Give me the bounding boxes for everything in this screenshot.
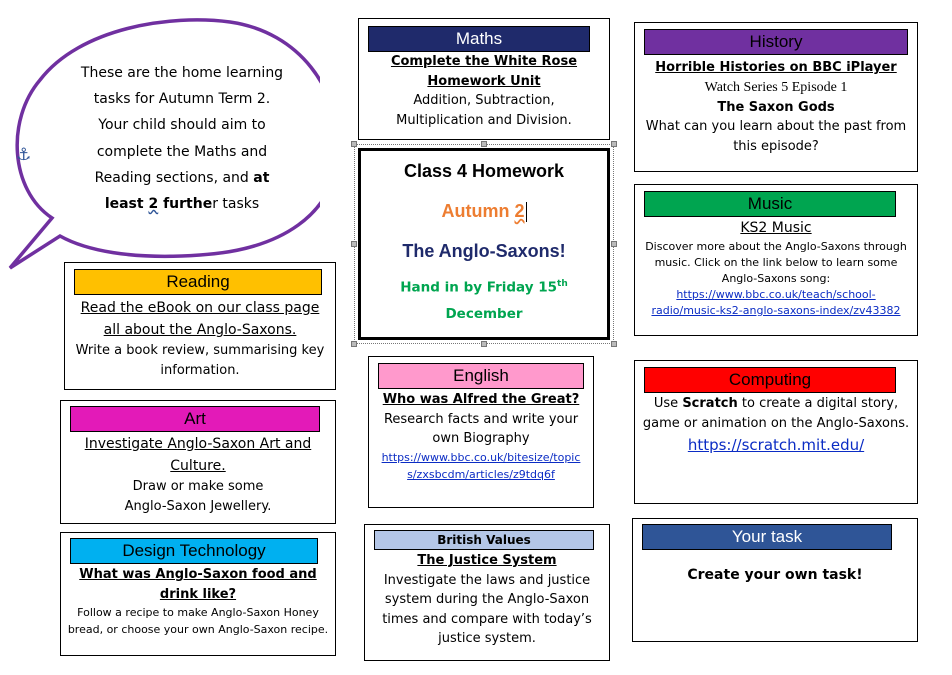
term-label <box>361 201 607 222</box>
british-values-header: British Values <box>374 530 594 550</box>
art-text: Draw or make some <box>132 479 264 494</box>
history-body <box>635 58 917 157</box>
resize-handle[interactable] <box>611 241 617 247</box>
your-task-header: Your task <box>642 524 892 550</box>
music-card <box>634 184 918 336</box>
resize-handle[interactable] <box>611 141 617 147</box>
english-link[interactable]: s/zxsbcdm/articles/z9tdq6f <box>407 467 555 481</box>
art-body <box>61 433 335 516</box>
resize-handle[interactable] <box>351 341 357 347</box>
bubble-line: Your child should aim to <box>98 117 266 134</box>
resize-handle[interactable] <box>481 141 487 147</box>
topic-title: The Anglo-Saxons! <box>402 241 566 261</box>
art-header: Art <box>70 406 320 432</box>
bubble-emphasis: furthe <box>158 196 213 213</box>
resize-handle[interactable] <box>611 341 617 347</box>
deadline <box>361 271 607 327</box>
dt-text: bread, or choose your own Anglo-Saxon recipe. <box>67 623 329 636</box>
maths-header: Maths <box>368 26 590 52</box>
reading-task-line: all about the Anglo-Saxons. <box>103 322 297 338</box>
bubble-emphasis: least <box>104 196 149 213</box>
bubble-text-part: r tasks <box>212 196 260 213</box>
english-task-line: Who was Alfred the Great? <box>382 392 580 407</box>
dt-body <box>61 565 335 638</box>
history-text: What can you learn about the past from <box>645 119 907 135</box>
computing-text-part: Use <box>653 396 683 411</box>
deadline-line <box>361 271 607 301</box>
english-text: own Biography <box>432 431 530 446</box>
computing-body <box>635 394 917 457</box>
reading-header: Reading <box>74 269 322 295</box>
maths-text: Multiplication and Division. <box>396 112 572 128</box>
reading-card <box>64 262 336 390</box>
your-task-card <box>632 518 918 642</box>
title-card[interactable] <box>358 148 610 340</box>
reading-task-line: Read the eBook on our class page <box>80 300 320 316</box>
english-text: Research facts and write your <box>383 411 579 427</box>
british-values-text: Investigate the laws and justice <box>383 572 591 588</box>
page-title: Class 4 Homework <box>403 161 565 181</box>
computing-header: Computing <box>644 367 896 393</box>
deadline-text: Hand in by Friday 15 <box>400 279 558 296</box>
reading-text: Write a book review, summarising key <box>75 343 325 358</box>
english-card <box>368 356 594 508</box>
music-link[interactable]: radio/music-ks2-anglo-saxons-index/zv43382 <box>651 303 901 317</box>
music-header: Music <box>644 191 896 217</box>
dt-card <box>60 532 336 656</box>
bubble-line: These are the home learning <box>80 65 284 81</box>
british-values-subtitle: The Justice System <box>417 553 557 568</box>
art-task-line: Culture. <box>170 458 226 474</box>
computing-text-part: to create a digital story, <box>737 396 899 411</box>
history-text: Watch Series 5 Episode 1 <box>704 79 848 95</box>
history-text: this episode? <box>733 139 819 155</box>
british-values-body <box>365 551 609 649</box>
computing-emphasis: Scratch <box>682 396 738 411</box>
bubble-emphasis: at <box>253 169 270 186</box>
music-text: music. Click on the link below to learn some <box>654 255 898 269</box>
resize-handle[interactable] <box>481 341 487 347</box>
english-header: English <box>378 363 584 389</box>
reading-text: information. <box>160 362 240 378</box>
dt-header: Design Technology <box>70 538 318 564</box>
reading-body <box>65 297 335 380</box>
scratch-link[interactable]: https://scratch.mit.edu/ <box>687 436 865 454</box>
computing-card <box>634 360 918 504</box>
history-task-line: Horrible Histories on BBC iPlayer <box>655 60 897 75</box>
art-task-line: Investigate Anglo-Saxon Art and <box>84 436 312 452</box>
music-link[interactable]: https://www.bbc.co.uk/teach/school- <box>676 287 876 301</box>
deadline-sup: th <box>557 279 568 289</box>
maths-text: Addition, Subtraction, <box>413 93 555 108</box>
text-cursor <box>526 202 527 222</box>
british-values-card <box>364 524 610 661</box>
deadline-line: December <box>445 305 523 322</box>
music-text: Anglo-Saxons song: <box>721 271 831 285</box>
computing-text: game or animation on the Anglo-Saxons. <box>642 415 910 431</box>
english-body <box>369 390 593 483</box>
resize-handle[interactable] <box>351 141 357 147</box>
bubble-line <box>52 165 312 191</box>
bubble-text <box>52 60 312 217</box>
british-values-text: system during the Anglo-Saxon <box>384 592 590 607</box>
art-card <box>60 400 336 524</box>
british-values-text: justice system. <box>438 631 536 646</box>
history-text: The Saxon Gods <box>717 99 835 115</box>
computing-text <box>635 394 917 414</box>
bubble-line <box>52 191 312 217</box>
history-header: History <box>644 29 908 55</box>
art-text: Anglo-Saxon Jewellery. <box>124 498 272 514</box>
bubble-emphasis: 2 <box>148 196 159 213</box>
anchor-icon: ⚓ <box>16 145 32 165</box>
british-values-text: times and compare with today’s <box>382 611 592 627</box>
english-link[interactable]: https://www.bbc.co.uk/bitesize/topic <box>381 450 581 464</box>
bubble-text-part: Reading sections, and <box>94 169 254 186</box>
music-subtitle: KS2 Music <box>740 220 812 236</box>
dt-task-line: What was Anglo-Saxon food and <box>79 567 317 582</box>
term-text: Autumn <box>441 201 515 221</box>
maths-body <box>359 52 609 130</box>
history-card <box>634 22 918 172</box>
bubble-line: complete the Maths and <box>96 143 268 160</box>
maths-task-line: Homework Unit <box>427 73 541 89</box>
music-text: Discover more about the Anglo-Saxons through <box>645 239 907 253</box>
term-number: 2 <box>514 201 525 221</box>
resize-handle[interactable] <box>351 241 357 247</box>
your-task-text: Create your own task! <box>687 567 863 583</box>
dt-text: Follow a recipe to make Anglo-Saxon Honey <box>77 606 319 619</box>
maths-task-line: Complete the White Rose <box>390 54 578 69</box>
music-body <box>635 219 917 319</box>
bubble-line: tasks for Autumn Term 2. <box>93 91 271 108</box>
maths-card <box>358 18 610 140</box>
dt-task-line: drink like? <box>159 586 237 602</box>
